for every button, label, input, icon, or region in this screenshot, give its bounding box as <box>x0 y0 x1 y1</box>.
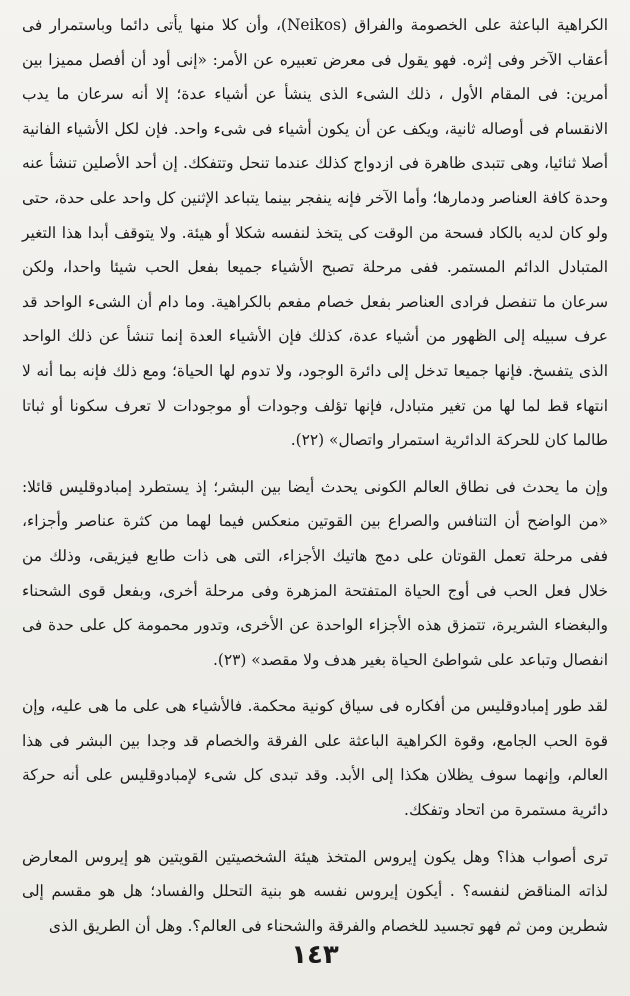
paragraph-2: وإن ما يحدث فى نطاق العالم الكونى يحدث أيضا بين البشر؛ إذ يستطرد إمبادوقليس قائلا: «من الواضح أن التنافس والصراع بين القوتين منعكس فيما لهما من كثرة عناصر وأجزاء، ففى مرحلة تعمل القوتان على دمج هاتيك الأجزاء، التى هى ذات طابع فيزيقى، وذلك من خلال فعل الحب فى أوج الحياة المتفتحة المزهرة وفى مرحلة أخرى، وبفعل قوى الشحناء والبغضاء الشريرة، تتمزق هذه الأجزاء الواحدة عن الأخرى، وتدور محمومة كل على حدة فى انفصال وتباعد على شواطئ الحياة بغير هدف ولا مقصد» (٢٣). <box>22 477 608 669</box>
page-number: ١٤٣ <box>291 940 339 970</box>
body-text <box>22 8 608 943</box>
paragraph-1: الكراهية الباعثة على الخصومة والفراق (Neikos)، وأن كلا منها يأتى دائما وباستمرار فى أعقاب الآخر وفى إثره. فهو يقول فى معرض تعبيره عن الأمر: «إنى أود أن أفصل مميزا بين أمرين: فى المقام الأول ، ذلك الشىء الذى ينشأ عن أشياء عدة؛ إلا أنه سرعان ما يدب الانقسام فى أوصاله ثانية، ويكف عن أن يكون أشياء فى شىء واحد. فإن لكل الأشياء الفانية أصلا ثنائيا، وهى تتبدى ظاهرة فى ازدواج كذلك عندما تنحل وتتفكك. إن أحد الأصلين تنشأ عنه وحدة كافة العناصر ودمارها؛ وأما الآخر فإنه ينفجر بينما يتباعد الإثنين كل واحد على حدة، حتى ولو كان لديه بالكاد فسحة من الوقت كى يتخذ لنفسه شكلا أو هيئة. ولا يتوقف أبدا هذا التغير المتبادل الدائم المستمر. ففى مرحلة تصبح الأشياء جميعا بفعل الحب شيئا واحدا، ولكن سرعان ما تنفصل فرادى العناصر بفعل خصام مفعم بالكراهية. وما دام أن الشىء الواحد قد عرف سبيله إلى الظهور من أشياء عدة، كذلك فإن الأشياء العدة إنما تنشأ عن ذلك الواحد الذى يتفسخ. فإنها جميعا تدخل إلى دائرة الوجود، ولا تدوم لها الحياة؛ ومع ذلك فإنه بما أنه لا انتهاء قط لما لها من تغير متبادل، فإنها تؤلف وجودات أو موجودات لا تعرف سكونا أو ثباتا طالما كان للحركة الدائرية استمرار واتصال» (٢٢). <box>22 16 609 450</box>
paragraph-4: ترى أصواب هذا؟ وهل يكون إيروس المتخذ هيئة الشخصيتين القويتين هو إيروس المعارض لذاته المناقض لنفسه؟ . أيكون إيروس نفسه هو بنية التحلل والفساد؛ هل هو مقسم إلى شطرين ومن ثم فهو تجسيد للخصام والفرقة والشحناء فى العالم؟. وهل أن الطريق الذى <box>22 847 608 935</box>
paragraph-3: لقد طور إمبادوقليس من أفكاره فى سياق كونية محكمة. فالأشياء هى على ما هى عليه، وإن قوة الحب الجامع، وقوة الكراهية الباعثة على الفرقة والخصام قد وجدا بين البشر فى هذا العالم، وإنهما سوف يظلان هكذا إلى الأبد. وقد تبدى كل شىء لإمبادوقليس على أنه حركة دائرية مستمرة من اتحاد وتفكك. <box>22 697 608 820</box>
